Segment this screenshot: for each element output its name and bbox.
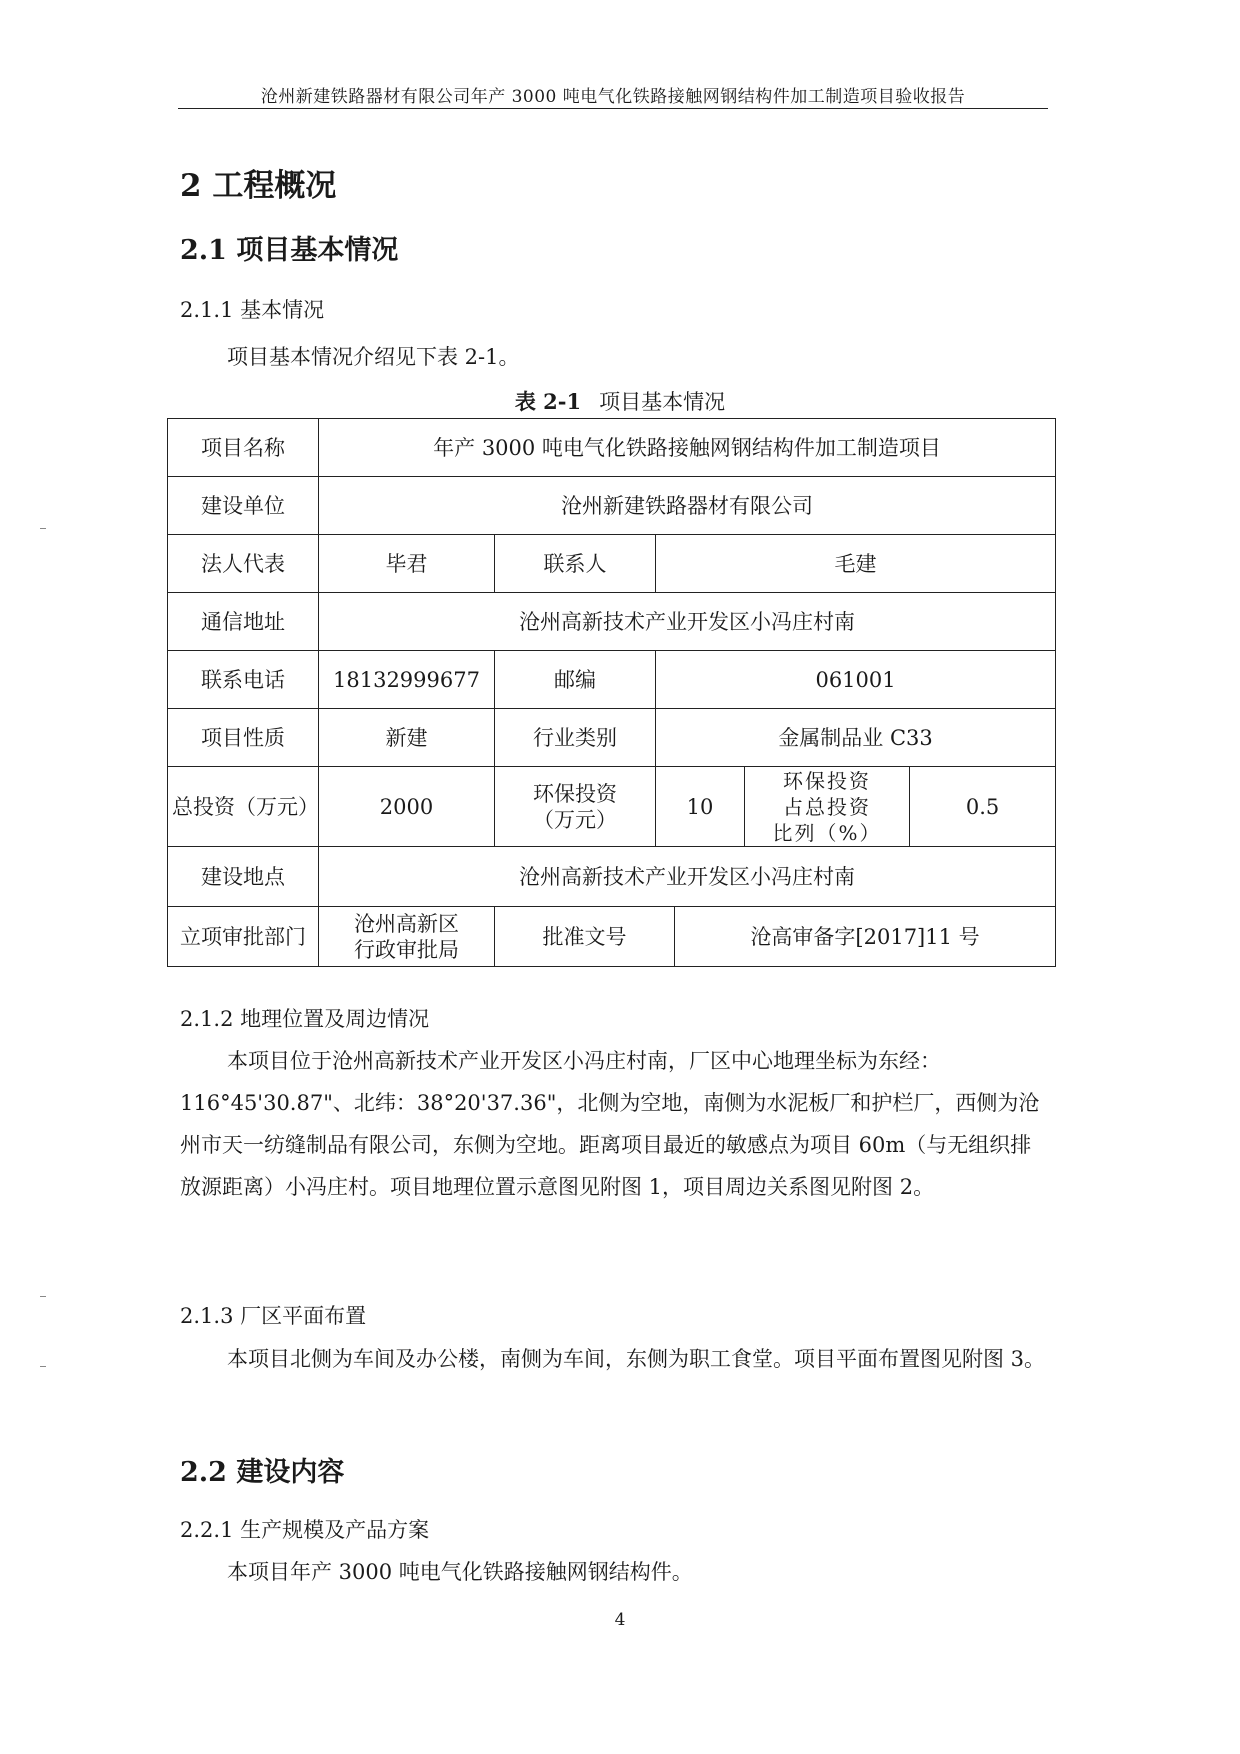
table-row xyxy=(168,419,1056,477)
table-cell-label: 建设单位 xyxy=(168,477,319,535)
table-caption-text: 项目基本情况 xyxy=(599,390,726,414)
table-cell-value: 沧州高新技术产业开发区小冯庄村南 xyxy=(319,593,1056,651)
table-row xyxy=(168,651,1056,709)
section-2-1-3-title: 2.1.3 厂区平面布置 xyxy=(180,1304,367,1328)
section-2-1-1-title: 2.1.1 基本情况 xyxy=(180,298,325,322)
table-row xyxy=(168,477,1056,535)
scan-mark xyxy=(40,1366,46,1367)
table-row xyxy=(168,847,1056,907)
table-cell-label: 通信地址 xyxy=(168,593,319,651)
section-2-2-1-title: 2.2.1 生产规模及产品方案 xyxy=(180,1518,430,1542)
table-cell-label: 邮编 xyxy=(495,651,656,709)
page-number: 4 xyxy=(614,1610,626,1630)
section-2-2-title: 2.2 建设内容 xyxy=(180,1457,345,1488)
table-cell-value: 0.5 xyxy=(910,767,1056,847)
table-cell-value: 新建 xyxy=(319,709,495,767)
table-cell-label: 项目性质 xyxy=(168,709,319,767)
table-cell-value: 金属制品业 C33 xyxy=(656,709,1056,767)
table-cell-value: 18132999677 xyxy=(319,651,495,709)
table-row xyxy=(168,593,1056,651)
label-line: 环保投资 xyxy=(783,768,871,793)
table-row xyxy=(168,907,1056,967)
table-caption xyxy=(0,386,1240,416)
table-cell-label: 法人代表 xyxy=(168,535,319,593)
label-line: （万元） xyxy=(533,807,617,832)
table-cell-label: 建设地点 xyxy=(168,847,319,907)
scan-mark xyxy=(40,528,46,529)
table-cell-value: 沧州新建铁路器材有限公司 xyxy=(319,477,1056,535)
table-cell-label: 联系电话 xyxy=(168,651,319,709)
table-cell-label xyxy=(745,767,910,847)
value-line: 沧州高新区 xyxy=(354,911,459,936)
section-2-title: 2 工程概况 xyxy=(180,168,337,204)
table-row xyxy=(168,709,1056,767)
project-info-table xyxy=(167,418,1056,967)
section-2-1-2-title: 2.1.2 地理位置及周边情况 xyxy=(180,1007,430,1031)
table-cell-label xyxy=(495,767,656,847)
table-cell-label: 总投资（万元） xyxy=(168,767,319,847)
section-2-1-2-text: 本项目位于沧州高新技术产业开发区小冯庄村南，厂区中心地理坐标为东经：116°45'30.87"、北纬：38°20'37.36"，北侧为空地，南侧为水泥板厂和护栏厂，西侧为沧州市天一纺缝制品有限公司，东侧为空地。距离项目最近的敏感点为项目 60m（与无组织排放源距离）小冯庄村。项目地理位置示意图见附图 1，项目周边关系图见附图 2。 xyxy=(180,1049,1040,1199)
table-cell-value: 061001 xyxy=(656,651,1056,709)
scan-mark xyxy=(40,1296,46,1297)
table-cell-label: 联系人 xyxy=(495,535,656,593)
table-cell-label: 立项审批部门 xyxy=(168,907,319,967)
table-cell-label: 行业类别 xyxy=(495,709,656,767)
table-cell-label: 项目名称 xyxy=(168,419,319,477)
table-cell-value: 年产 3000 吨电气化铁路接触网钢结构件加工制造项目 xyxy=(319,419,1056,477)
table-cell-value: 2000 xyxy=(319,767,495,847)
table-cell-value: 沧州高新技术产业开发区小冯庄村南 xyxy=(319,847,1056,907)
table-row xyxy=(168,767,1056,847)
table-caption-number: 表 2-1 xyxy=(514,389,582,414)
section-2-1-3-text: 本项目北侧为车间及办公楼，南侧为车间，东侧为职工食堂。项目平面布置图见附图 3。 xyxy=(227,1347,1046,1371)
table-cell-label: 批准文号 xyxy=(495,907,675,967)
table-cell-value: 毛建 xyxy=(656,535,1056,593)
running-header: 沧州新建铁路器材有限公司年产 3000 吨电气化铁路接触网钢结构件加工制造项目验收报告 xyxy=(260,87,966,107)
table-cell-value xyxy=(319,907,495,967)
section-2-1-title: 2.1 项目基本情况 xyxy=(180,235,399,266)
value-line: 行政审批局 xyxy=(354,937,459,962)
table-cell-value: 10 xyxy=(656,767,745,847)
section-2-1-1-text: 项目基本情况介绍见下表 2-1。 xyxy=(227,345,520,369)
table-cell-value: 沧高审备字[2017]11 号 xyxy=(675,907,1056,967)
table-row xyxy=(168,535,1056,593)
label-line: 环保投资 xyxy=(533,781,617,806)
table-cell-value: 毕君 xyxy=(319,535,495,593)
section-2-2-1-text: 本项目年产 3000 吨电气化铁路接触网钢结构件。 xyxy=(227,1560,693,1584)
label-line: 比列（%） xyxy=(772,820,882,845)
label-line: 占总投资 xyxy=(783,794,871,819)
header-rule xyxy=(178,108,1048,109)
